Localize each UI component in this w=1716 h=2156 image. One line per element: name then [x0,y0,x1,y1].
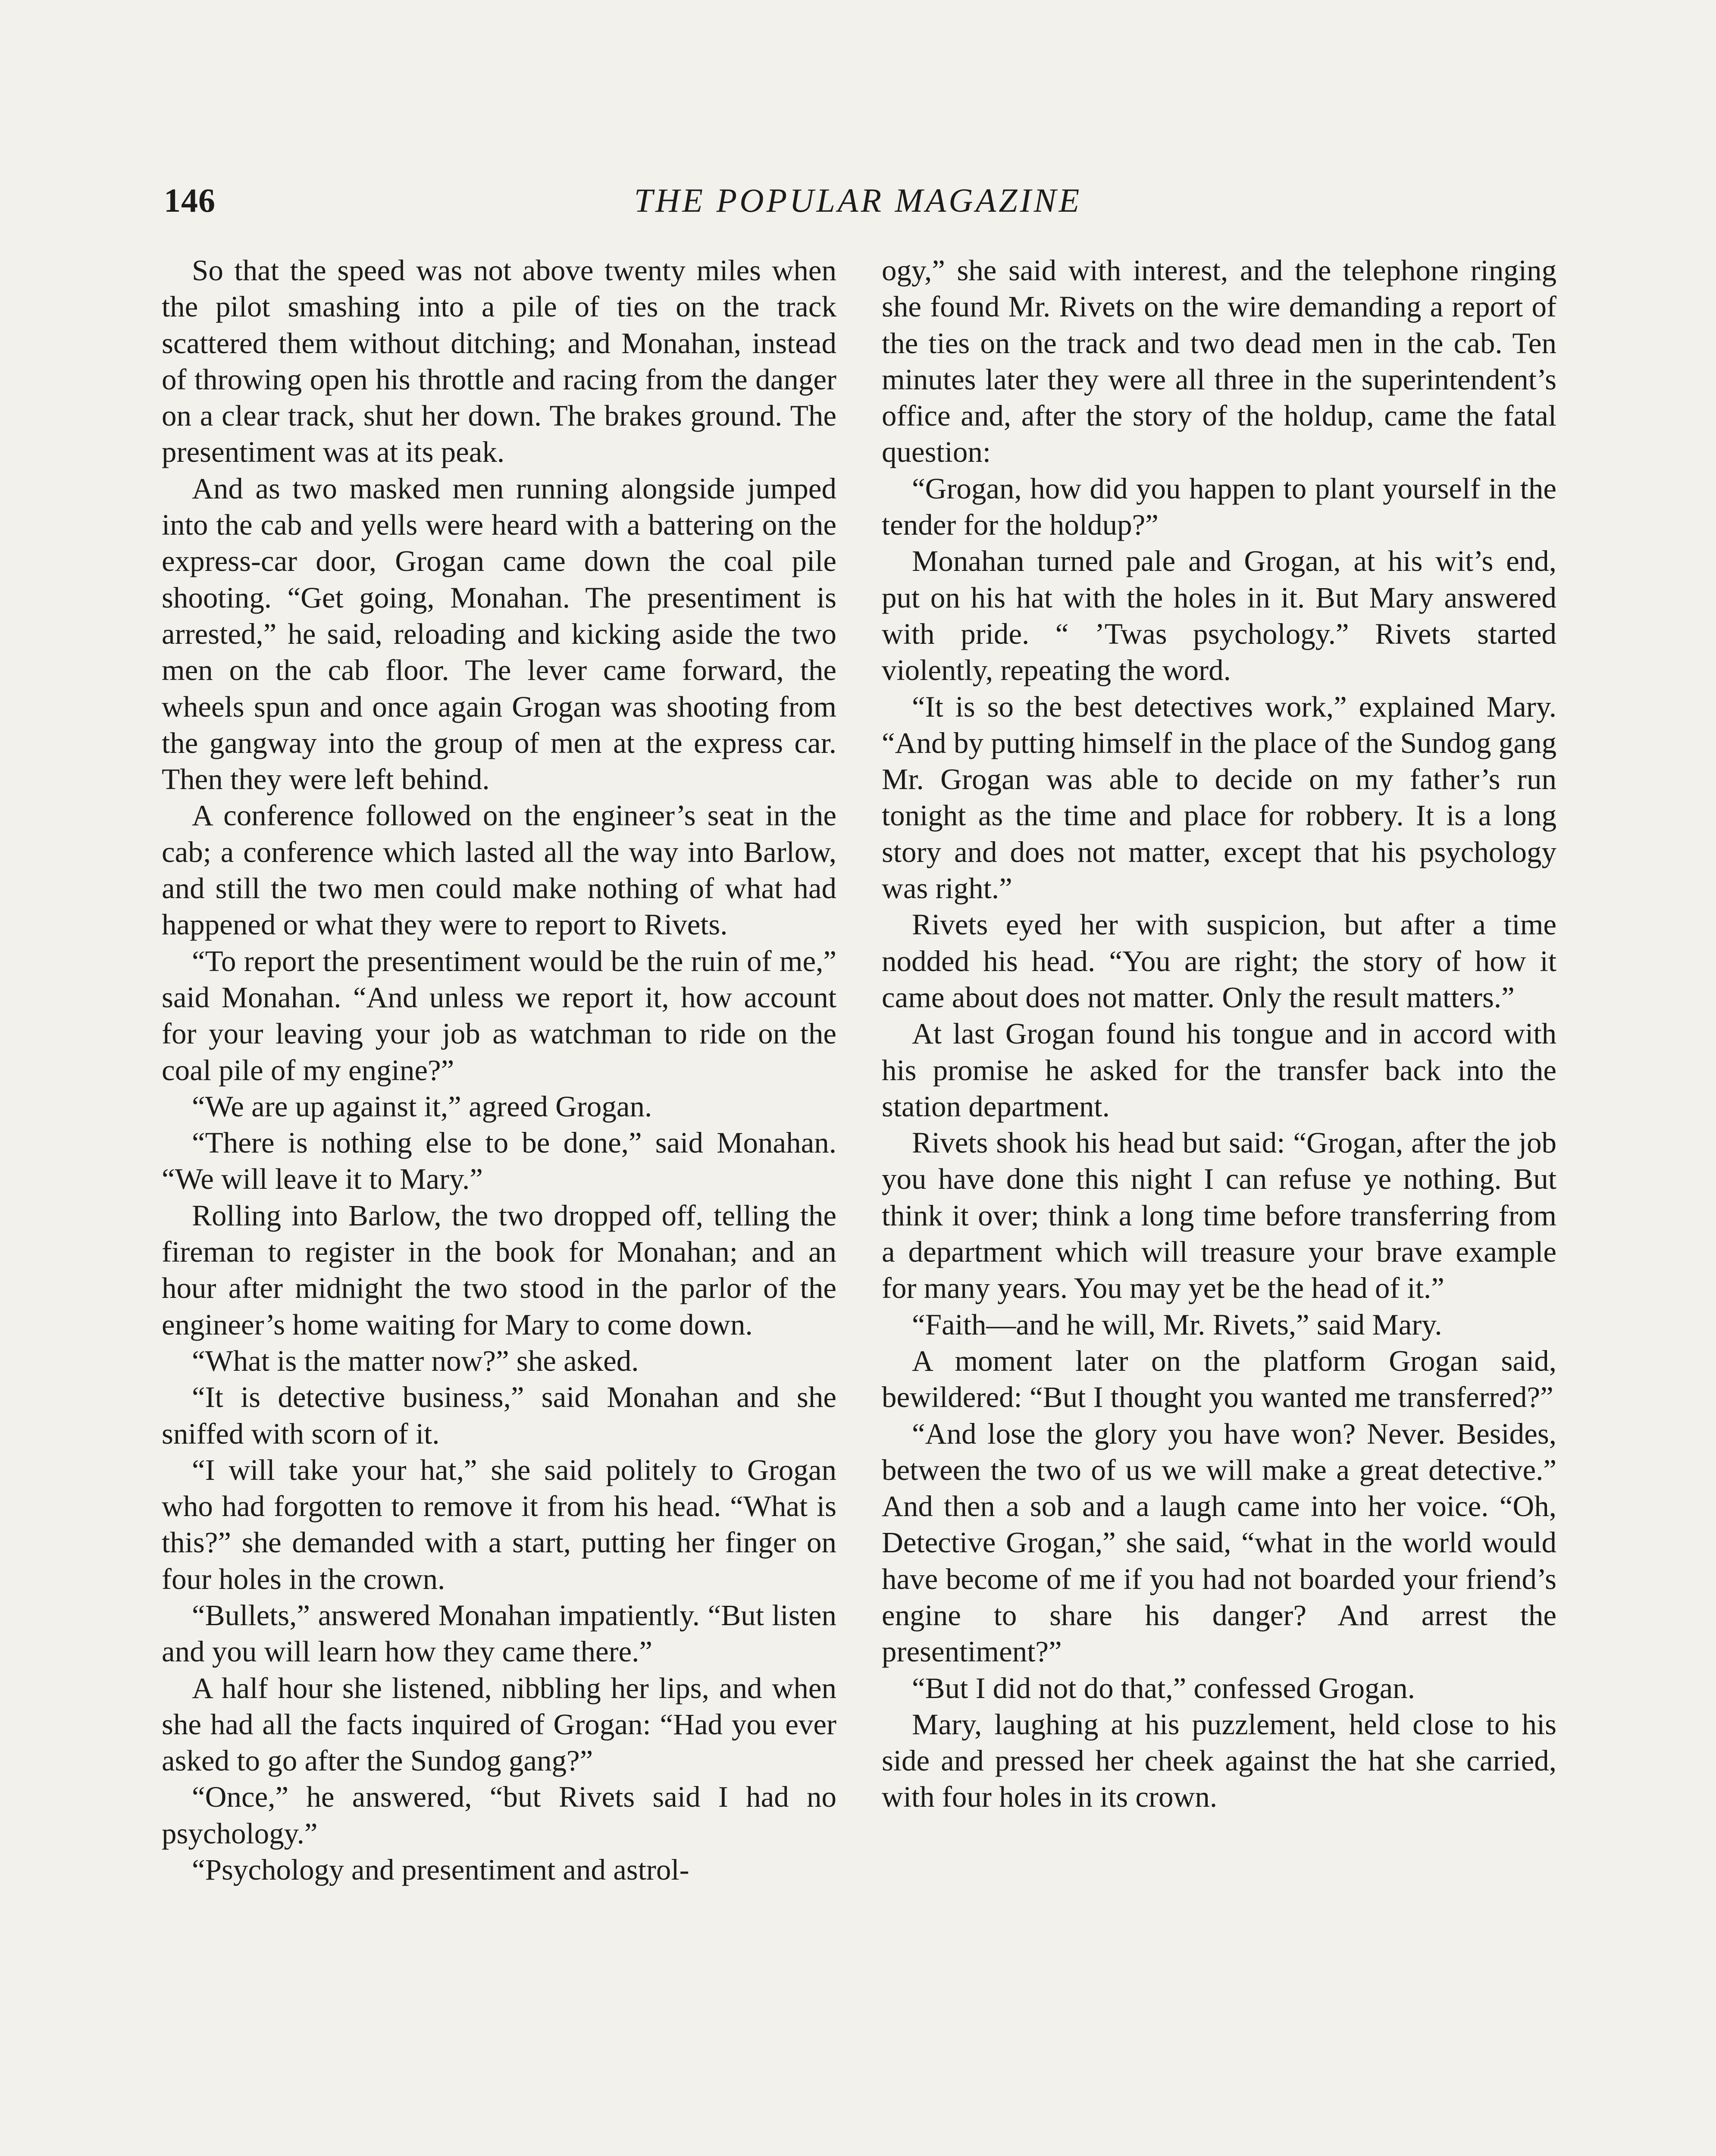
paragraph: “It is so the best detectives work,” explained Mary. “And by putting himself in the place of the Sundog gang Mr. Grogan was able to decide on my father’s run tonight as the time and place for robbery. It is a long story and does not matter, except that his psychology was right.” [882,690,1556,905]
paragraph: “To report the presentiment would be the ruin of me,” said Monahan. “And unless we report it, how account for your leaving your job as watchman to ride on the coal pile of my engine?” [162,944,836,1087]
paragraph: “Once,” he answered, “but Rivets said I had no psychology.” [162,1780,836,1850]
paragraph: “There is nothing else to be done,” said Monahan. “We will leave it to Mary.” [162,1126,836,1196]
paragraph: Rolling into Barlow, the two dropped off, telling the fireman to register in the book for Monahan; and an hour after midnight the two stood in the parlor of the engineer’s home waiting for Mary to come down. [162,1199,836,1341]
paragraph: A moment later on the platform Grogan said, bewildered: “But I thought you wanted me transferred?” [882,1344,1556,1414]
paragraph: “Bullets,” answered Monahan impatiently. “But listen and you will learn how they came there.” [162,1598,836,1668]
paragraph: “I will take your hat,” she said politely to Grogan who had forgotten to remove it from his head. “What is this?” she demanded with a start, putting her finger on four holes in the crown. [162,1453,836,1595]
article-body [162,252,1556,2156]
paragraph: “What is the matter now?” she asked. [192,1344,639,1377]
paragraph: “Faith—and he will, Mr. Rivets,” said Mary. [912,1308,1442,1341]
paragraph: “Grogan, how did you happen to plant yourself in the tender for the holdup?” [882,472,1556,542]
continued-paragraph: ogy,” she said with interest, and the telephone ringing she found Mr. Rivets on the wire demanding a report of the ties on the track and two dead men in the cab. Ten minutes later they were all three in the superintendent’s office and, after the story of the holdup, came the fatal question: [882,254,1556,469]
paragraph: “We are up against it,” agreed Grogan. [192,1090,652,1123]
paragraph: “And lose the glory you have won? Never. Besides, between the two of us we will make a great detective.” And then a sob and a laugh came into her voice. “Oh, Detective Grogan,” she said, “what in the world would have become of me if you had not boarded your friend’s engine to share his danger? And arrest the presentiment?” [882,1417,1556,1668]
paragraph: A half hour she listened, nibbling her lips, and when she had all the facts inquired of Grogan: “Had you ever asked to go after the Sundog gang?” [162,1671,836,1777]
page-header [0,175,1716,226]
paragraph: At last Grogan found his tongue and in accord with his promise he asked for the transfer back into the station department. [882,1017,1556,1123]
paragraph: Rivets shook his head but said: “Grogan, after the job you have done this night I can refuse ye nothing. But think it over; think a long time before transferring from a department which will treasure your brave example for many years. You may yet be the head of it.” [882,1126,1556,1305]
paragraph: “But I did not do that,” confessed Grogan. [912,1671,1415,1705]
paragraph: Monahan turned pale and Grogan, at his wit’s end, put on his hat with the holes in it. But Mary answered with pride. “ ’Twas psychology.” Rivets started violently, repeating the word. [882,545,1556,687]
paragraph: “It is detective business,” said Monahan and she sniffed with scorn of it. [162,1381,836,1450]
paragraph: So that the speed was not above twenty miles when the pilot smashing into a pile of ties on the track scattered them without ditching; and Monahan, instead of throwing open his throttle and racing from the danger on a clear track, shut her down. The brakes ground. The presentiment was at its peak. [162,254,836,469]
paragraph: Mary, laughing at his puzzlement, held close to his side and pressed her cheek against the hat she carried, with four holes in its crown. [882,1708,1556,1814]
left-column [162,252,836,2156]
right-column [882,252,1556,2156]
running-title: THE POPULAR MAGAZINE [634,182,1082,219]
paragraph: Rivets eyed her with suspicion, but after a time nodded his head. “You are right; the story of how it came about does not matter. Only the result matters.” [882,908,1556,1014]
paragraph: A conference followed on the engineer’s seat in the cab; a conference which lasted all the way into Barlow, and still the two men could make nothing of what had happened or what they were to report to Rivets. [162,799,836,941]
page-number: 146 [164,182,216,219]
paragraph: And as two masked men running alongside jumped into the cab and yells were heard with a battering on the express-car door, Grogan came down the coal pile shooting. “Get going, Monahan. The presentiment is arrested,” he said, reloading and kicking aside the two men on the cab floor. The lever came forward, the wheels spun and once again Grogan was shooting from the gangway into the group of men at the express car. Then they were left behind. [162,472,836,796]
paragraph: “Psychology and presentiment and astrol- [192,1853,689,1887]
